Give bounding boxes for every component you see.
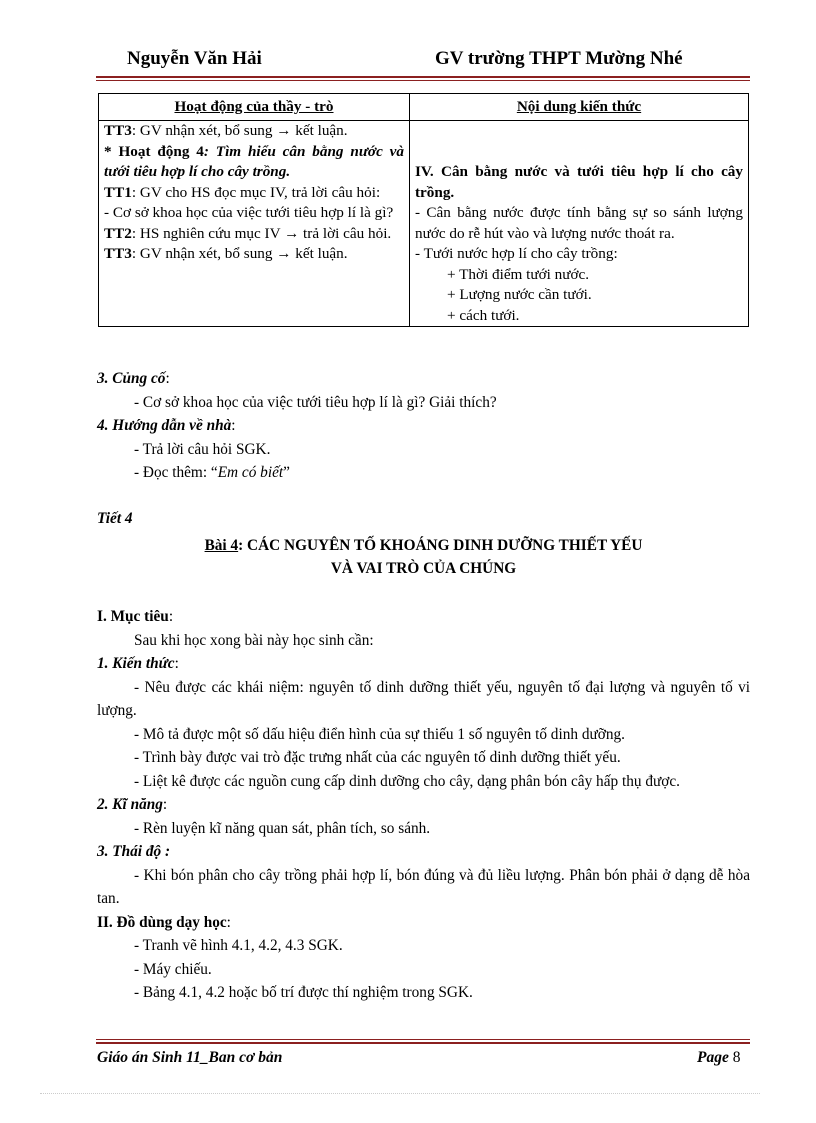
footer-rule-top <box>96 1039 750 1040</box>
activity-table <box>98 93 749 327</box>
consolidation-section: 3. Củng cố: - Cơ sở khoa học của việc tưới tiêu hợp lí là gì? Giải thích? 4. Hướng dẫn về nhà: - Trả lời câu hỏi SGK. - Đọc thêm: “Em có biết” <box>97 367 750 485</box>
skills-item: - Rèn luyện kĩ năng quan sát, phân tích, so sánh. <box>134 819 431 837</box>
consolidation-item: - Cơ sở khoa học của việc tưới tiêu hợp lí là gì? Giải thích? <box>134 393 497 411</box>
homework-item: - Trả lời câu hỏi SGK. <box>134 440 271 458</box>
header-rule-top <box>96 76 750 78</box>
content-row: + cách tưới. <box>447 306 520 324</box>
footer-rule-bottom <box>96 1042 750 1044</box>
lesson-label: Bài 4 <box>204 537 239 554</box>
homework-extra: - Đọc thêm: “Em có biết” <box>134 464 290 481</box>
footer-page: Page 8 <box>697 1049 741 1066</box>
materials-item: - Bảng 4.1, 4.2 hoặc bố trí được thí nghiệm trong SGK. <box>134 984 473 1001</box>
header-author: Nguyễn Văn Hải <box>127 48 262 69</box>
knowledge-item: - Trình bày được vai trò đặc trưng nhất của các nguyên tố dinh dưỡng thiết yếu. <box>134 749 621 766</box>
objectives-intro: Sau khi học xong bài này học sinh cần: <box>134 631 374 649</box>
attitude-heading: 3. Thái độ : <box>97 843 171 860</box>
activity-row: - Cơ sở khoa học của việc tưới tiêu hợp lí là gì? <box>104 204 394 221</box>
skills-heading: 2. Kĩ năng <box>97 796 163 813</box>
knowledge-heading: 1. Kiến thức <box>97 655 175 672</box>
activity-row: TT3: GV nhận xét, bổ sung → kết luận. <box>104 122 348 139</box>
activity-row: TT3: GV nhận xét, bổ sung → kết luận. <box>104 245 348 262</box>
page-boundary <box>40 1093 760 1094</box>
attitude-item: - Khi bón phân cho cây trồng phải hợp lí, bón đúng và đủ liều lượng. Phân bón phải ở dạng dễ hòa tan. <box>97 866 750 907</box>
activities-cell <box>99 121 410 327</box>
activity-row: * Hoạt động 4: Tìm hiểu cân bằng nước và tưới tiêu hợp lí cho cây trồng. <box>104 142 404 180</box>
activity-row: TT2: HS nghiên cứu mục IV → trả lời câu hỏi. <box>104 224 392 242</box>
content-row: - Cân bằng nước được tính bằng sự so sánh lượng nước do rễ hút vào và lượng nước thoát ra. <box>415 204 743 242</box>
footer-course: Giáo án Sinh 11_Ban cơ bản <box>97 1049 283 1066</box>
knowledge-item: - Mô tả được một số dấu hiệu điển hình của sự thiếu 1 số nguyên tố dinh dưỡng. <box>134 725 625 743</box>
lesson-title: Bài 4: CÁC NGUYÊN TỐ KHOÁNG DINH DƯỠNG THIẾT YẾU VÀ VAI TRÒ CỦA CHÚNG <box>204 537 643 577</box>
homework-heading: 4. Hướng dẫn về nhà <box>97 417 232 434</box>
content-row: + Thời điểm tưới nước. <box>447 265 590 283</box>
period-label: Tiết 4 <box>97 510 133 527</box>
objectives-heading: I. Mục tiêu <box>97 608 169 625</box>
header-rule-bottom <box>96 80 750 81</box>
objectives-section: I. Mục tiêu: Sau khi học xong bài này học sinh cần: 1. Kiến thức: - Nêu được các khái niệm: nguyên tố dinh dưỡng thiết yếu, nguyên tố đại lượng và nguyên tố vi lượng. - Mô tả được một số dấu hiệu điển hình của sự thiếu 1 số nguyên tố dinh dưỡng. - Trình bày được vai trò đặc trưng nhất của các nguyên tố dinh dưỡng thiết yếu. - Liệt kê được các nguồn cung cấp dinh dưỡng cho cây, dạng phân bón cây hấp thụ được. 2. Kĩ năng: - Rèn luyện kĩ năng quan sát, phân tích, so sánh. 3. Thái độ : - Khi bón phân cho cây trồng phải hợp lí, bón đúng và đủ liều lượng. Phân bón phải ở dạng dễ hòa tan. II. Đồ dùng dạy học: - Tranh vẽ hình 4.1, 4.2, 4.3 SGK. - Máy chiếu. - Bảng 4.1, 4.2 hoặc bố trí được thí nghiệm trong SGK. <box>97 605 750 1005</box>
consolidation-heading: 3. Củng cố <box>97 370 166 387</box>
content-row: + Lượng nước cần tưới. <box>447 286 592 303</box>
col-header-activities: Hoạt động của thầy - trò <box>99 94 410 121</box>
knowledge-item: - Liệt kê được các nguồn cung cấp dinh dưỡng cho cây, dạng phân bón cây hấp thụ được. <box>134 772 680 790</box>
content-heading: IV. Cân bằng nước và tưới tiêu hợp lí cho cây trồng. <box>415 163 743 201</box>
col-header-content: Nội dung kiến thức <box>410 94 749 121</box>
content-cell <box>410 121 749 327</box>
knowledge-item: - Nêu được các khái niệm: nguyên tố dinh dưỡng thiết yếu, nguyên tố đại lượng và nguyên tố vi lượng. <box>97 678 750 719</box>
header-school: GV trường THPT Mường Nhé <box>435 48 683 69</box>
materials-heading: II. Đồ dùng dạy học <box>97 913 227 931</box>
materials-item: - Máy chiếu. <box>134 960 212 978</box>
page-number: 8 <box>732 1049 741 1066</box>
activity-row: TT1: GV cho HS đọc mục IV, trả lời câu hỏi: <box>104 183 381 201</box>
content-row: - Tưới nước hợp lí cho cây trồng: <box>415 245 618 262</box>
materials-item: - Tranh vẽ hình 4.1, 4.2, 4.3 SGK. <box>134 937 343 954</box>
